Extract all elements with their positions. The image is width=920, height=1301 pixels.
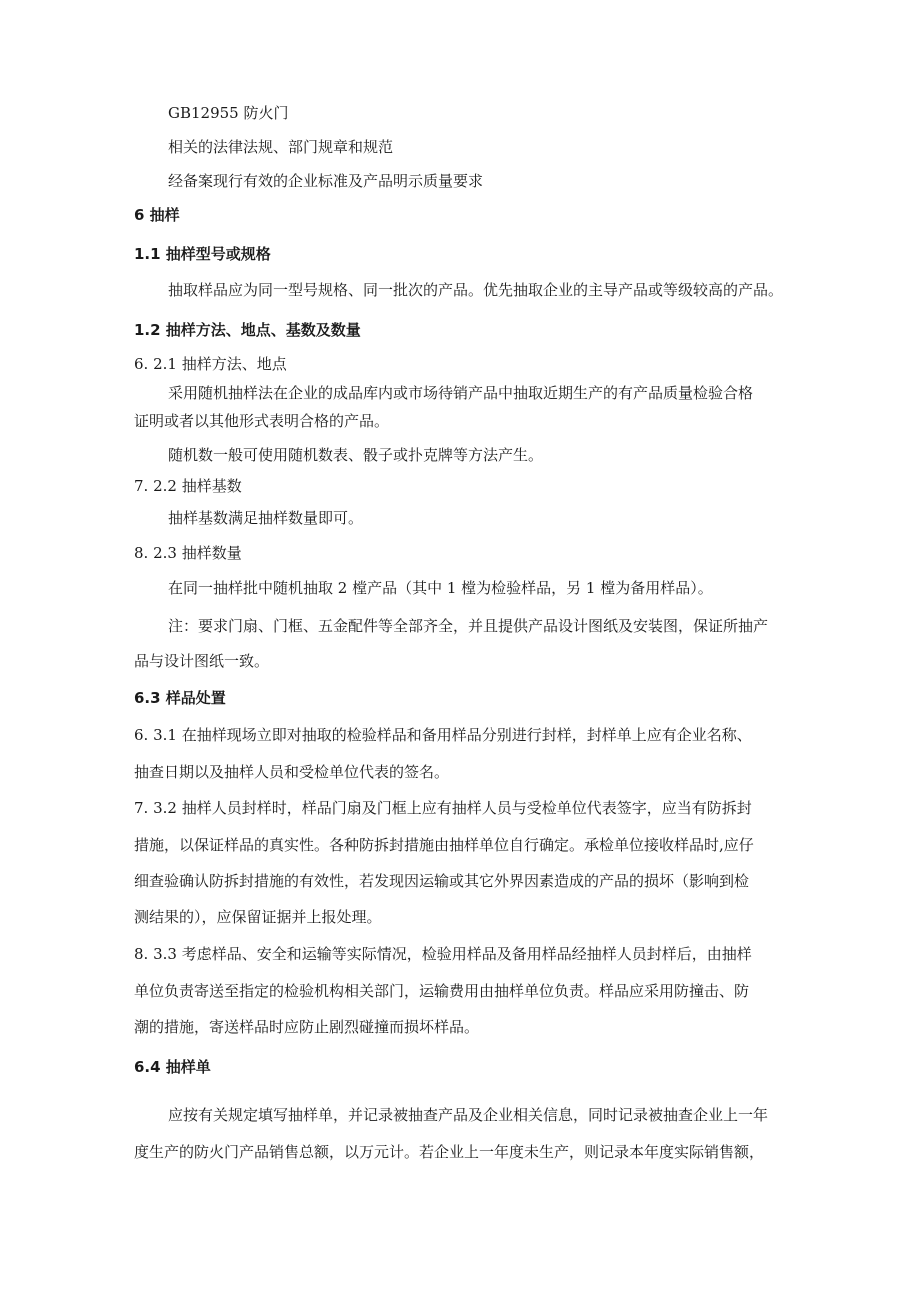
paragraph-3-1-line2: 抽查日期以及抽样人员和受检单位代表的签名。: [134, 763, 450, 781]
heading-1-1: 1.1 抽样型号或规格: [134, 245, 271, 263]
paragraph-2-2: 抽样基数满足抽样数量即可。: [168, 509, 364, 527]
paragraph-2-1-line2: 证明或者以其他形式表明合格的产品。: [134, 412, 390, 430]
paragraph-3-2-line3: 细查验确认防拆封措施的有效性，若发现因运输或其它外界因素造成的产品的损坏（影响到检: [134, 872, 750, 890]
paragraph-2-1-line1: 采用随机抽样法在企业的成品库内或市场待销产品中抽取近期生产的有产品质量检验合格: [168, 384, 754, 402]
paragraph-3-3-line2: 单位负责寄送至指定的检验机构相关部门，运输费用由抽样单位负责。样品应采用防撞击、防: [134, 982, 750, 1000]
list-item-laws: 相关的法律法规、部门规章和规范: [168, 138, 394, 156]
heading-6-3: 6.3 样品处置: [134, 689, 226, 707]
subheading-2-2: 7. 2.2 抽样基数: [134, 477, 242, 495]
paragraph-3-3-line3: 潮的措施，寄送样品时应防止剧烈碰撞而损坏样品。: [134, 1018, 480, 1036]
paragraph-1-1: 抽取样品应为同一型号规格、同一批次的产品。优先抽取企业的主导产品或等级较高的产品。: [168, 281, 784, 299]
heading-1-2: 1.2 抽样方法、地点、基数及数量: [134, 321, 361, 339]
subheading-2-1: 6. 2.1 抽样方法、地点: [134, 355, 287, 373]
paragraph-3-2-line2: 措施，以保证样品的真实性。各种防拆封措施由抽样单位自行确定。承检单位接收样品时,应仔: [134, 836, 754, 854]
note-line1: 注：要求门扇、门框、五金配件等全部齐全，并且提供产品设计图纸及安装图，保证所抽产: [168, 617, 769, 635]
list-item-standard: GB12955 防火门: [168, 104, 289, 122]
paragraph-2-1-random: 随机数一般可使用随机数表、骰子或扑克牌等方法产生。: [168, 446, 544, 464]
note-line2: 品与设计图纸一致。: [134, 652, 270, 670]
heading-6-4: 6.4 抽样单: [134, 1058, 211, 1076]
list-item-enterprise-standard: 经备案现行有效的企业标准及产品明示质量要求: [168, 172, 484, 190]
paragraph-3-2-line1: 7. 3.2 抽样人员封样时，样品门扇及门框上应有抽样人员与受检单位代表签字，应当有防拆封: [134, 799, 752, 817]
paragraph-6-4-line1: 应按有关规定填写抽样单，并记录被抽查产品及企业相关信息，同时记录被抽查企业上一年: [168, 1106, 769, 1124]
section-title-sampling: 6 抽样: [134, 206, 180, 224]
paragraph-2-3: 在同一抽样批中随机抽取 2 樘产品（其中 1 樘为检验样品，另 1 樘为备用样品）。: [168, 579, 713, 597]
subheading-2-3: 8. 2.3 抽样数量: [134, 544, 242, 562]
paragraph-3-1-line1: 6. 3.1 在抽样现场立即对抽取的检验样品和备用样品分别进行封样，封样单上应有企业名称、: [134, 726, 752, 744]
paragraph-6-4-line2: 度生产的防火门产品销售总额，以万元计。若企业上一年度未生产，则记录本年度实际销售额，: [134, 1143, 765, 1161]
paragraph-3-2-line4: 测结果的），应保留证据并上报处理。: [134, 908, 382, 926]
paragraph-3-3-line1: 8. 3.3 考虑样品、安全和运输等实际情况，检验用样品及备用样品经抽样人员封样后，由抽样: [134, 945, 752, 963]
